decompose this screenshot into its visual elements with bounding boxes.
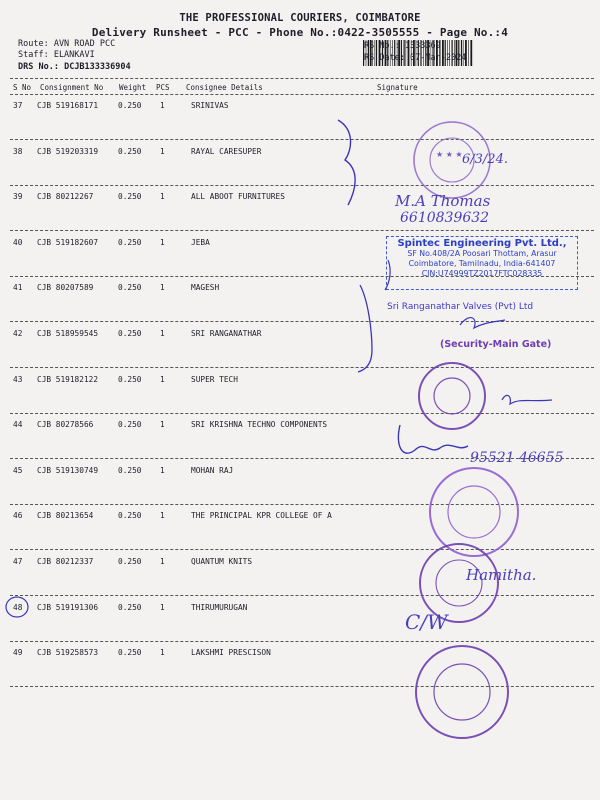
row-weight: 0.250 [118, 602, 142, 612]
rs-date: RS Date: 07-Mar-2024 [364, 53, 467, 63]
row-consignee: QUANTUM KNITS [191, 557, 253, 566]
row-separator [10, 504, 594, 505]
handwritten-phone-44: 95521 46655 [470, 450, 564, 466]
table-row [0, 375, 600, 421]
row-consignment-no: CJB 519168171 [37, 101, 99, 110]
row-weight: 0.250 [118, 283, 142, 293]
company-title: THE PROFESSIONAL COURIERS, COIMBATORE [179, 12, 421, 24]
header-rule-top [10, 78, 594, 79]
row-consignment-no: CJB 519182607 [37, 237, 99, 247]
col-pcs: PCS [156, 83, 170, 92]
row-consignment-no: CJB 519191306 [37, 602, 99, 612]
col-consignment: Consignment No [40, 83, 104, 92]
route-text: Route: AVN ROAD PCC [18, 39, 116, 49]
table-row [0, 329, 600, 375]
row-pcs: 1 [160, 648, 165, 658]
row-consignee: JEBA [191, 237, 210, 247]
rs-number: RS No.: 1333369 [364, 41, 441, 51]
table-row [0, 511, 600, 557]
row-consignment-no: CJB 518959545 [37, 329, 99, 338]
row-weight: 0.250 [118, 465, 142, 475]
spintec-address-2: Coimbatore, Tamilnadu, India-641407 [408, 259, 556, 268]
handwritten-sig-47: Hamitha. [466, 566, 537, 584]
row-pcs: 1 [160, 101, 165, 110]
row-pcs: 1 [160, 146, 165, 156]
row-separator [10, 185, 594, 186]
row-sno: 37 [13, 101, 23, 110]
row-consignment-no: CJB 519203319 [37, 146, 99, 156]
row-pcs: 1 [160, 237, 165, 247]
row-weight: 0.250 [118, 420, 142, 430]
row-pcs: 1 [160, 557, 165, 566]
row-sno: 43 [13, 374, 23, 384]
security-stamp: (Security-Main Gate) [440, 339, 552, 350]
row-consignee: LAKSHMI PRESCISON [191, 648, 271, 658]
row-weight: 0.250 [118, 146, 142, 156]
row-consignment-no: CJB 80278566 [37, 420, 94, 430]
col-sno: S No [13, 83, 32, 92]
col-consignee: Consignee Details [186, 83, 263, 92]
table-row [0, 603, 600, 649]
row-sno: 41 [13, 283, 23, 293]
row-separator [10, 139, 594, 140]
row-pcs: 1 [160, 192, 165, 202]
spintec-stamp [386, 236, 578, 290]
spintec-cin: CIN:U74999TZ2017FTC028335 [421, 269, 543, 278]
row-separator [10, 321, 594, 322]
row-consignee: SRI RANGANATHAR [191, 329, 262, 338]
row-sno: 45 [13, 465, 23, 475]
row-weight: 0.250 [118, 329, 142, 338]
row-consignee: ALL ABOOT FURNITURES [191, 192, 285, 202]
row-separator [10, 549, 594, 550]
row-pcs: 1 [160, 420, 165, 430]
row-weight: 0.250 [118, 237, 142, 247]
spintec-name: Spintec Engineering Pvt. Ltd., [397, 238, 567, 249]
row-weight: 0.250 [118, 192, 142, 202]
row-separator [10, 367, 594, 368]
row-consignment-no: CJB 80213654 [37, 511, 94, 521]
drs-label: DRS No.: [18, 62, 59, 72]
row-consignment-no: CJB 519130749 [37, 465, 99, 475]
table-row [0, 466, 600, 512]
table-row [0, 147, 600, 193]
row-separator [10, 413, 594, 414]
row-consignment-no: CJB 80212337 [37, 557, 94, 566]
row-consignee: THIRUMURUGAN [191, 602, 248, 612]
row-sno: 40 [13, 237, 23, 247]
row-pcs: 1 [160, 283, 165, 293]
header-rule-bottom [10, 94, 594, 95]
drs-value: DCJB133336904 [64, 62, 131, 72]
row-weight: 0.250 [118, 374, 142, 384]
row-separator [10, 230, 594, 231]
row-sno: 38 [13, 146, 23, 156]
row-consignee: SUPER TECH [191, 374, 238, 384]
row-consignee: RAYAL CARESUPER [191, 146, 262, 156]
row-consignee: SRINIVAS [191, 101, 229, 110]
row-sno: 48 [13, 602, 23, 612]
ranganathar-stamp: Sri Ranganathar Valves (Pvt) Ltd [387, 302, 534, 312]
row-consignee: MAGESH [191, 283, 220, 293]
row-sno: 47 [13, 557, 23, 566]
runsheet-subtitle: Delivery Runsheet - PCC - Phone No.:0422-3505555 - Page No.:4 [91, 26, 509, 39]
row-pcs: 1 [160, 602, 165, 612]
row-pcs: 1 [160, 374, 165, 384]
spintec-address-1: SF No.408/2A Poosari Thottam, Arasur [407, 249, 557, 258]
drs-number [18, 62, 131, 72]
row-consignment-no: CJB 519258573 [37, 648, 99, 658]
col-weight: Weight [119, 83, 147, 92]
seal-38-center: ★ ★ ★ [436, 150, 463, 159]
row-separator [10, 595, 594, 596]
col-signature: Signature [377, 83, 418, 92]
row-pcs: 1 [160, 465, 165, 475]
row-pcs: 1 [160, 329, 165, 338]
table-row [0, 101, 600, 147]
row-sno: 44 [13, 420, 23, 430]
row-pcs: 1 [160, 511, 165, 521]
row-consignee: SRI KRISHNA TECHNO COMPONENTS [191, 420, 328, 430]
table-row [0, 648, 600, 694]
row-consignment-no: CJB 519182122 [37, 374, 99, 384]
row-sno: 46 [13, 511, 23, 521]
row-weight: 0.250 [118, 101, 142, 110]
row-sno: 39 [13, 192, 23, 202]
row-consignment-no: CJB 80212267 [37, 192, 94, 202]
row-weight: 0.250 [118, 511, 142, 521]
row-weight: 0.250 [118, 648, 142, 658]
handwritten-date: 6/3/24. [462, 152, 508, 167]
row-sno: 49 [13, 648, 23, 658]
row-separator [10, 641, 594, 642]
row-consignee: THE PRINCIPAL KPR COLLEGE OF A [191, 511, 332, 521]
row-sno: 42 [13, 329, 23, 338]
row-consignment-no: CJB 80207589 [37, 283, 94, 293]
row-consignee: MOHAN RAJ [191, 465, 234, 475]
staff-text: Staff: ELANKAVI [18, 50, 95, 60]
table-row [0, 192, 600, 238]
row-separator [10, 686, 594, 687]
row-weight: 0.250 [118, 557, 142, 566]
handwritten-phone: 6610839632 [400, 210, 490, 226]
handwritten-sig-48: C/W [405, 610, 448, 634]
handwritten-name: M.A Thomas [395, 192, 491, 210]
